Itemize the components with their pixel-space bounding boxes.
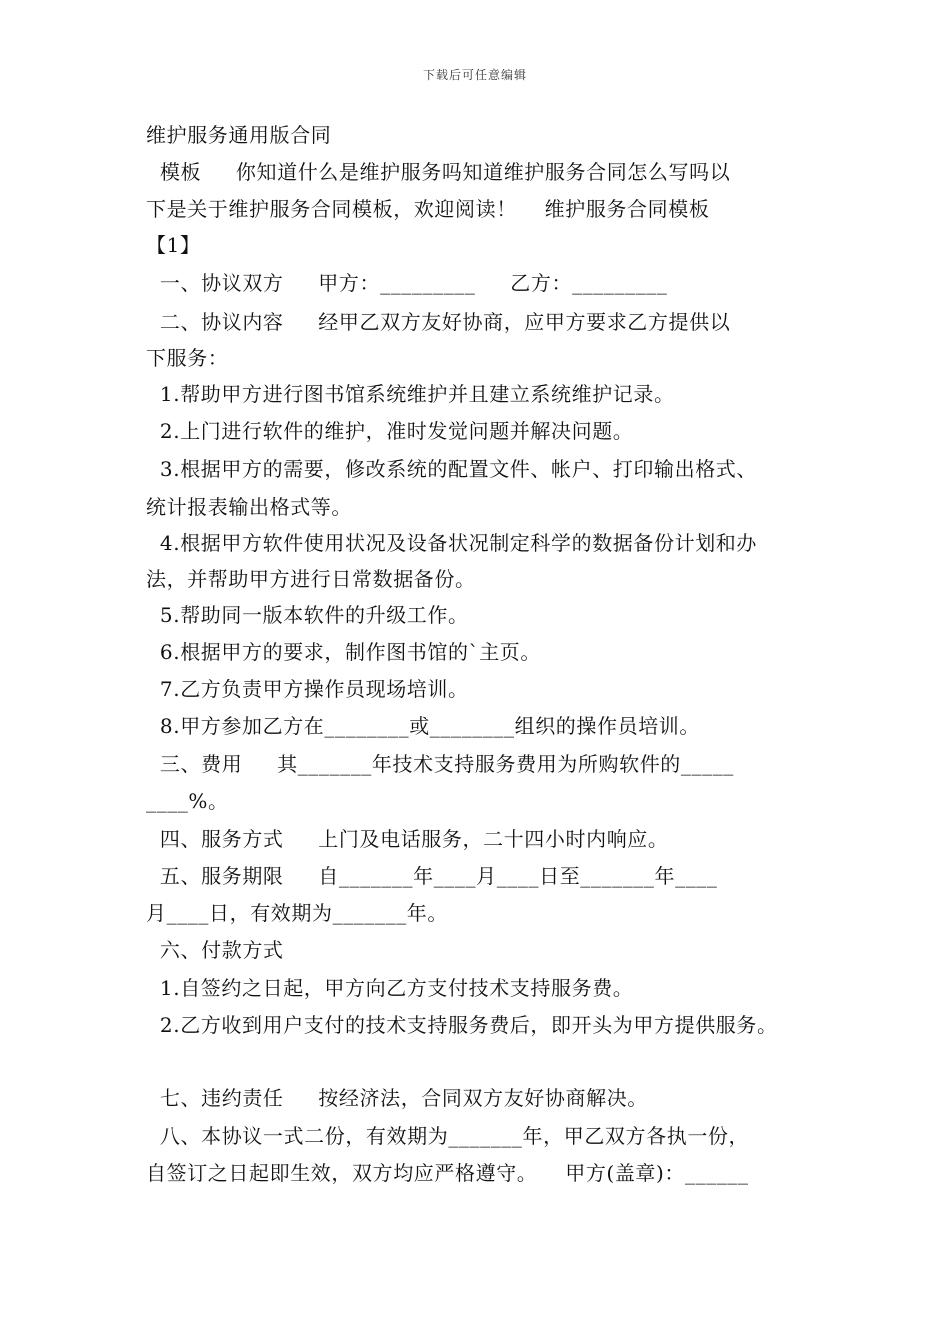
paragraph-line: 自签订之日起即生效，双方均应严格遵守。 甲方(盖章)：______ (146, 1161, 749, 1185)
paragraph-line: 1.帮助甲方进行图书馆系统维护并且建立系统维护记录。 (146, 382, 675, 406)
paragraph-line: 1.自签约之日起，甲方向乙方支付技术支持服务费。 (146, 976, 634, 1000)
paragraph-line: 6.根据甲方的要求，制作图书馆的`主页。 (146, 640, 541, 664)
paragraph-line: 8.甲方参加乙方在________或________组织的操作员培训。 (146, 714, 700, 738)
paragraph-line: 四、服务方式 上门及电话服务，二十四小时内响应。 (146, 827, 669, 851)
paragraph-line: 3.根据甲方的需要，修改系统的配置文件、帐户、打印输出格式、 (146, 457, 757, 481)
paragraph-line: 二、协议内容 经甲乙双方友好协商，应甲方要求乙方提供以 (146, 310, 731, 334)
paragraph-line: 月____日，有效期为_______年。 (146, 901, 448, 925)
paragraph-line: 7.乙方负责甲方操作员现场培训。 (146, 677, 469, 701)
paragraph-line: 维护服务通用版合同 (146, 123, 332, 147)
paragraph-line: 5.帮助同一版本软件的升级工作。 (146, 603, 469, 627)
paragraph-line: 下是关于维护服务合同模板，欢迎阅读！ 维护服务合同模板 (146, 197, 710, 221)
paragraph-line: 2.乙方收到用户支付的技术支持服务费后，即开头为甲方提供服务。 (146, 1013, 778, 1037)
paragraph-line: 七、违约责任 按经济法，合同双方友好协商解决。 (146, 1086, 648, 1110)
paragraph-line: 法，并帮助甲方进行日常数据备份。 (146, 567, 476, 591)
paragraph-line: 三、费用 其_______年技术支持服务费用为所购软件的_____ (146, 752, 734, 776)
paragraph-line: 模板 你知道什么是维护服务吗知道维护服务合同怎么写吗以 (146, 160, 731, 184)
paragraph-line: 4.根据甲方软件使用状况及设备状况制定科学的数据备份计划和办 (146, 531, 757, 555)
paragraph-line: 五、服务期限 自_______年____月____日至_______年____ (146, 864, 718, 888)
paragraph-line: 六、付款方式 (146, 938, 284, 962)
page-header: 下载后可任意编辑 (422, 68, 527, 82)
paragraph-line: 2.上门进行软件的维护，准时发觉问题并解决问题。 (146, 419, 634, 443)
paragraph-line: 一、协议双方 甲方：_________ 乙方：_________ (146, 271, 668, 295)
paragraph-line: 统计报表输出格式等。 (146, 495, 352, 519)
paragraph-line: 八、本协议一式二份，有效期为_______年，甲乙双方各执一份， (146, 1124, 750, 1148)
paragraph-line: 下服务： (146, 346, 229, 370)
paragraph-line: ____%。 (146, 789, 229, 813)
paragraph-line: 【1】 (146, 233, 201, 257)
